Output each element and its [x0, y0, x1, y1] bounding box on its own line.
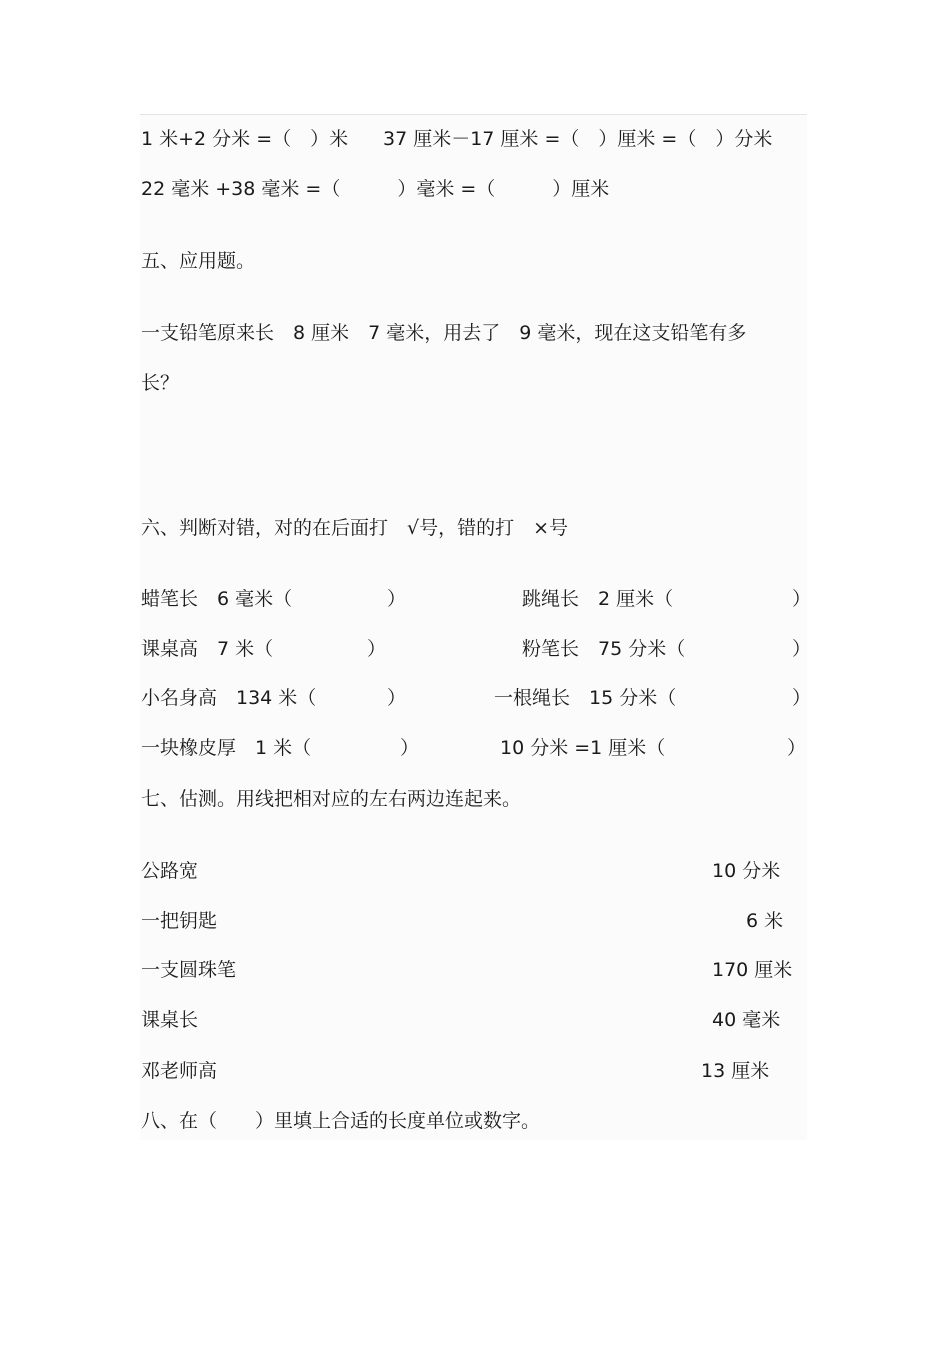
judge-item-right: 跳绳长 2 厘米（: [522, 588, 674, 610]
equation-line2: 22 毫米 +38 毫米 =（ ）毫米 =（ ）厘米: [141, 178, 610, 200]
judge-item-right-close: ）: [792, 588, 812, 610]
judge-item-left: 课桌高 7 米（: [141, 638, 274, 660]
section5-question-line2: 长？: [141, 372, 180, 394]
section8-heading: 八、在（ ）里填上合适的长度单位或数字。: [141, 1110, 541, 1132]
estimate-left-item: 一把钥匙: [141, 910, 218, 932]
estimate-right-item: 40 毫米: [712, 1009, 781, 1031]
equation-line1-b: 37 厘米－17 厘米 =（ ）厘米 =（ ）分米: [383, 128, 773, 150]
estimate-left-item: 公路宽: [141, 860, 199, 882]
estimate-left-item: 一支圆珠笔: [141, 959, 237, 981]
judge-item-right: 一根绳长 15 分米（: [494, 687, 677, 709]
estimate-right-item: 170 厘米: [712, 959, 793, 981]
judge-item-left: 小名身高 134 米（: [141, 687, 317, 709]
section6-heading: 六、判断对错，对的在后面打 √号，错的打 ×号: [141, 517, 569, 539]
judge-item-left-close: ）: [367, 638, 387, 660]
equation-line1-a: 1 米+2 分米 =（ ）米: [141, 128, 349, 150]
top-divider: [140, 114, 807, 115]
estimate-left-item: 邓老师高: [141, 1060, 218, 1082]
judge-item-right: 10 分米 =1 厘米（: [500, 737, 666, 759]
judge-item-right-close: ）: [792, 638, 812, 660]
judge-item-right-close: ）: [787, 737, 807, 759]
section5-question-line1: 一支铅笔原来长 8 厘米 7 毫米，用去了 9 毫米，现在这支铅笔有多: [141, 322, 747, 344]
estimate-right-item: 6 米: [746, 910, 784, 932]
judge-item-right-close: ）: [792, 687, 812, 709]
judge-item-left-close: ）: [387, 687, 407, 709]
section5-heading: 五、应用题。: [141, 250, 256, 272]
estimate-left-item: 课桌长: [141, 1009, 199, 1031]
judge-item-left-close: ）: [387, 588, 407, 610]
judge-item-right: 粉笔长 75 分米（: [522, 638, 686, 660]
judge-item-left: 一块橡皮厚 1 米（: [141, 737, 312, 759]
estimate-right-item: 10 分米: [712, 860, 781, 882]
judge-item-left: 蜡笔长 6 毫米（: [141, 588, 293, 610]
section7-heading: 七、估测。用线把相对应的左右两边连起来。: [141, 788, 522, 810]
judge-item-left-close: ）: [400, 737, 420, 759]
estimate-right-item: 13 厘米: [701, 1060, 770, 1082]
